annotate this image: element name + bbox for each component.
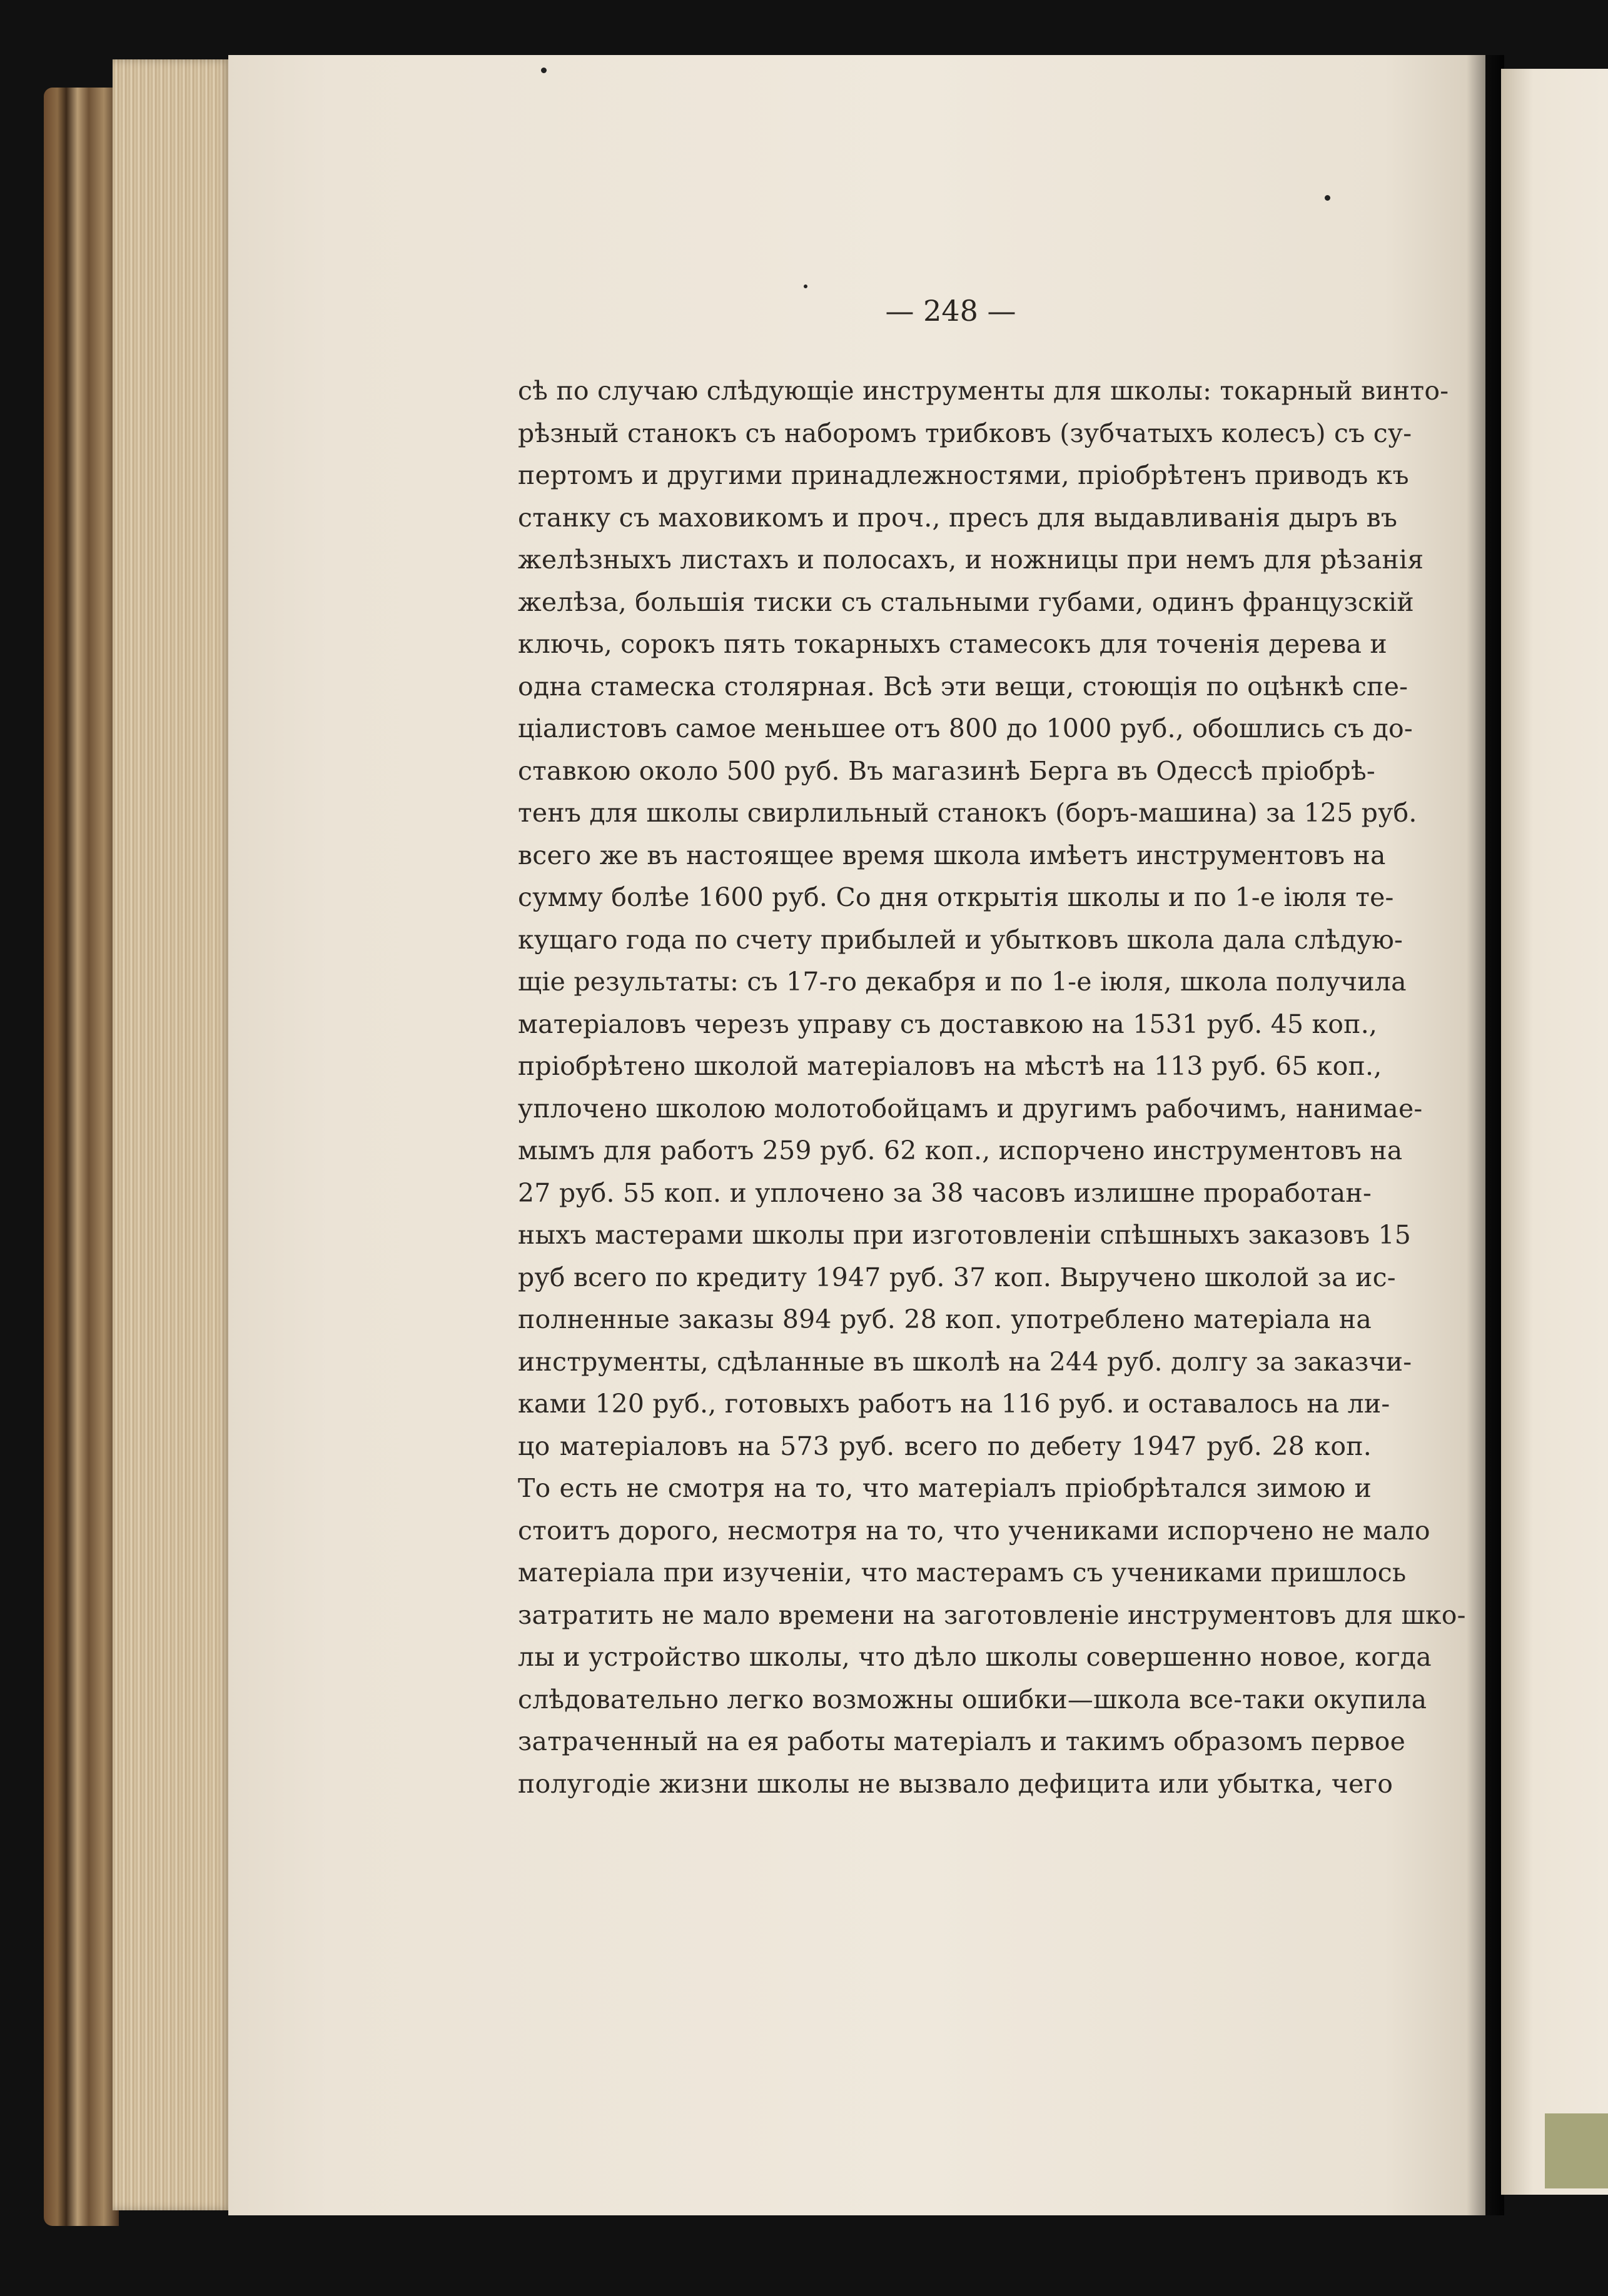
text-line: ключь, сорокъ пять токарныхъ стамесокъ для точенія дерева и bbox=[518, 629, 1387, 659]
text-line: рѣзный станокъ съ наборомъ трибковъ (зубчатыхъ колесъ) съ су- bbox=[518, 418, 1412, 448]
paper-speck bbox=[1325, 195, 1330, 201]
text-line: 27 руб. 55 коп. и уплочено за 38 часовъ излишне проработан- bbox=[518, 1177, 1372, 1208]
page-gutter-shadow bbox=[1467, 55, 1504, 2215]
text-line: ныхъ мастерами школы при изготовленіи спѣшныхъ заказовъ 15 bbox=[518, 1220, 1412, 1250]
text-line: пріобрѣтено школой матеріаловъ на мѣстѣ на 113 руб. 65 коп., bbox=[518, 1051, 1382, 1081]
text-line: тенъ для школы свирлильный станокъ (боръ-машина) за 125 руб. bbox=[518, 798, 1417, 828]
body-text bbox=[518, 370, 1466, 1805]
text-line: полненные заказы 894 руб. 28 коп. употреблено матеріала на bbox=[518, 1304, 1372, 1334]
text-line: стоитъ дорого, несмотря на то, что учениками испорчено не мало bbox=[518, 1515, 1430, 1546]
text-line: цо матеріаловъ на 573 руб. всего по дебету 1947 руб. 28 коп. bbox=[518, 1431, 1372, 1461]
text-line: затраченный на ея работы матеріалъ и такимъ образомъ первое bbox=[518, 1726, 1406, 1756]
text-line: ставкою около 500 руб. Въ магазинѣ Берга въ Одессѣ пріобрѣ- bbox=[518, 755, 1375, 786]
text-line: слѣдовательно легко возможны ошибки—школа все-таки окупила bbox=[518, 1684, 1427, 1714]
text-line: кущаго года по счету прибылей и убытковъ школа дала слѣдую- bbox=[518, 924, 1403, 955]
text-line: лы и устройство школы, что дѣло школы совершенно новое, когда bbox=[518, 1642, 1432, 1672]
text-line: сѣ по случаю слѣдующіе инструменты для школы: токарный винто- bbox=[518, 376, 1449, 406]
bookmark-tab bbox=[1545, 2113, 1608, 2188]
text-line: полугодіе жизни школы не вызвало дефицита или убытка, чего bbox=[518, 1768, 1393, 1799]
text-line: одна стамеска столярная. Всѣ эти вещи, стоющія по оцѣнкѣ спе- bbox=[518, 671, 1408, 702]
book-spine-edge bbox=[44, 88, 119, 2226]
text-line: руб всего по кредиту 1947 руб. 37 коп. Выручено школой за ис- bbox=[518, 1262, 1396, 1292]
text-line: станку съ маховикомъ и проч., пресъ для выдавливанія дыръ въ bbox=[518, 502, 1398, 533]
text-line: всего же въ настоящее время школа имѣетъ инструментовъ на bbox=[518, 840, 1386, 870]
text-line: матеріаловъ черезъ управу съ доставкою на 1531 руб. 45 коп., bbox=[518, 1009, 1378, 1039]
text-line: затратить не мало времени на заготовленіе инструментовъ для шко- bbox=[518, 1599, 1466, 1630]
text-line: сумму болѣе 1600 руб. Со дня открытія школы и по 1-е іюля те- bbox=[518, 882, 1394, 912]
text-line: уплочено школою молотобойцамъ и другимъ рабочимъ, нанимае- bbox=[518, 1093, 1423, 1124]
text-line: желѣза, большія тиски съ стальными губами, одинъ французскій bbox=[518, 587, 1414, 617]
text-line: инструменты, сдѣланные въ школѣ на 244 руб. долгу за заказчи- bbox=[518, 1346, 1412, 1377]
text-line: щіе результаты: съ 17-го декабря и по 1-е іюля, школа получила bbox=[518, 967, 1407, 997]
text-line: пертомъ и другими принадлежностями, пріобрѣтенъ приводъ къ bbox=[518, 460, 1409, 490]
paper-speck bbox=[541, 68, 547, 73]
text-line: матеріала при изученіи, что мастерамъ съ учениками пришлось bbox=[518, 1558, 1407, 1588]
page-number: — 248 — bbox=[885, 294, 1016, 328]
facing-page-edge bbox=[1501, 69, 1608, 2195]
text-line: ціалистовъ самое меньшее отъ 800 до 1000 руб., обошлись съ до- bbox=[518, 713, 1413, 743]
text-line: мымъ для работъ 259 руб. 62 коп., испорчено инструментовъ на bbox=[518, 1135, 1403, 1166]
text-line: желѣзныхъ листахъ и полосахъ, и ножницы при немъ для рѣзанія bbox=[518, 545, 1424, 575]
page-stack-edge bbox=[113, 59, 231, 2210]
paper-speck bbox=[804, 284, 807, 288]
text-line: ками 120 руб., готовыхъ работъ на 116 руб. и оставалось на ли- bbox=[518, 1389, 1390, 1419]
text-line: То есть не смотря на то, что матеріалъ пріобрѣтался зимою и bbox=[518, 1473, 1372, 1503]
